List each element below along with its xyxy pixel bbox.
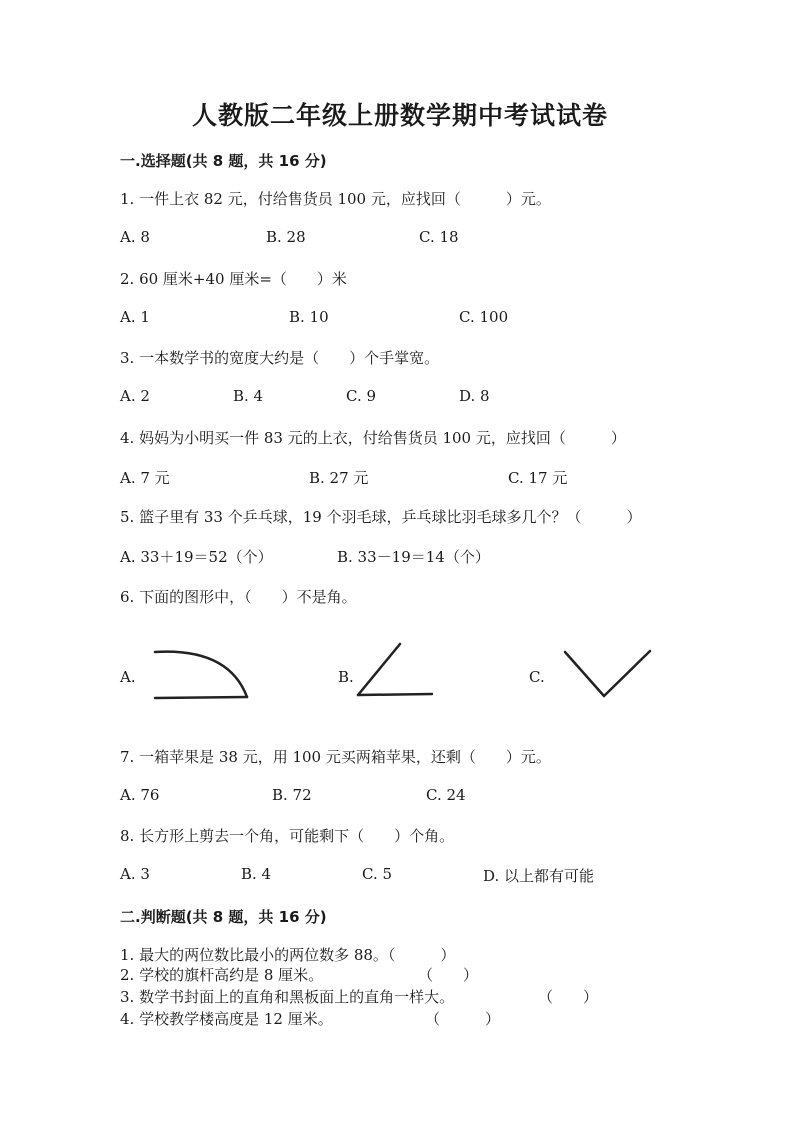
q1-option-b: B. 28 (266, 228, 306, 246)
q3-option-a: A. 2 (120, 387, 150, 405)
q6-option-b: B. (338, 668, 354, 686)
q6-option-a: A. (120, 668, 136, 686)
q8-option-a: A. 3 (120, 865, 150, 883)
q7-option-b: B. 72 (272, 786, 312, 804)
question-8: 8. 长方形上剪去一个角，可能剩下（ ）个角。 (120, 827, 455, 845)
q2-option-c: C. 100 (459, 308, 509, 326)
judgement-2-bracket: （ ） (418, 966, 479, 984)
question-7: 7. 一箱苹果是 38 元，用 100 元买两箱苹果，还剩（ ）元。 (120, 748, 551, 766)
page-title: 人教版二年级上册数学期中考试试卷 (191, 101, 608, 130)
q1-option-c: C. 18 (419, 228, 459, 246)
question-4: 4. 妈妈为小明买一件 83 元的上衣，付给售货员 100 元，应找回（ ） (120, 429, 626, 447)
q8-option-d: D. 以上都有可能 (483, 867, 595, 885)
q4-option-c: C. 17 元 (508, 469, 568, 487)
section-heading-judgement: 二.判断题(共 8 题，共 16 分) (120, 908, 327, 926)
q3-option-b: B. 4 (233, 387, 264, 405)
q3-option-c: C. 9 (346, 387, 377, 405)
q8-option-c: C. 5 (362, 865, 393, 883)
judgement-3: 3. 数学书封面上的直角和黑板面上的直角一样大。 (120, 988, 455, 1006)
question-6: 6. 下面的图形中，（ ）不是角。 (120, 588, 357, 606)
judgement-2: 2. 学校的旗杆高约是 8 厘米。 (120, 966, 324, 984)
question-3: 3. 一本数学书的宽度大约是（ ）个手掌宽。 (120, 349, 440, 367)
figure-c-v-angle (560, 645, 656, 701)
question-2: 2. 60 厘米+40 厘米=（ ）米 (120, 270, 347, 288)
q7-option-c: C. 24 (426, 786, 466, 804)
q5-option-b: B. 33－19＝14（个） (337, 548, 490, 566)
q7-option-a: A. 76 (120, 786, 160, 804)
figure-b-angle (352, 640, 438, 700)
judgement-4: 4. 学校教学楼高度是 12 厘米。 (120, 1010, 333, 1028)
q4-option-b: B. 27 元 (309, 469, 369, 487)
question-1: 1. 一件上衣 82 元，付给售货员 100 元，应找回（ ）元。 (120, 190, 551, 208)
judgement-1: 1. 最大的两位数比最小的两位数多 88。（ ） (120, 946, 456, 964)
figure-a-quarter-arc (150, 645, 255, 705)
q1-option-a: A. 8 (120, 228, 150, 246)
question-5: 5. 篮子里有 33 个乒乓球，19 个羽毛球，乒乓球比羽毛球多几个？（ ） (120, 508, 642, 526)
q4-option-a: A. 7 元 (120, 469, 170, 487)
judgement-4-bracket: （ ） (425, 1010, 501, 1028)
q5-option-a: A. 33＋19＝52（个） (120, 548, 273, 566)
judgement-3-bracket: （ ） (538, 988, 599, 1006)
q8-option-b: B. 4 (241, 865, 272, 883)
q2-option-a: A. 1 (120, 308, 150, 326)
q2-option-b: B. 10 (289, 308, 329, 326)
q6-option-c: C. (529, 668, 545, 686)
q3-option-d: D. 8 (459, 387, 490, 405)
section-heading-choice: 一.选择题(共 8 题，共 16 分) (120, 152, 327, 170)
